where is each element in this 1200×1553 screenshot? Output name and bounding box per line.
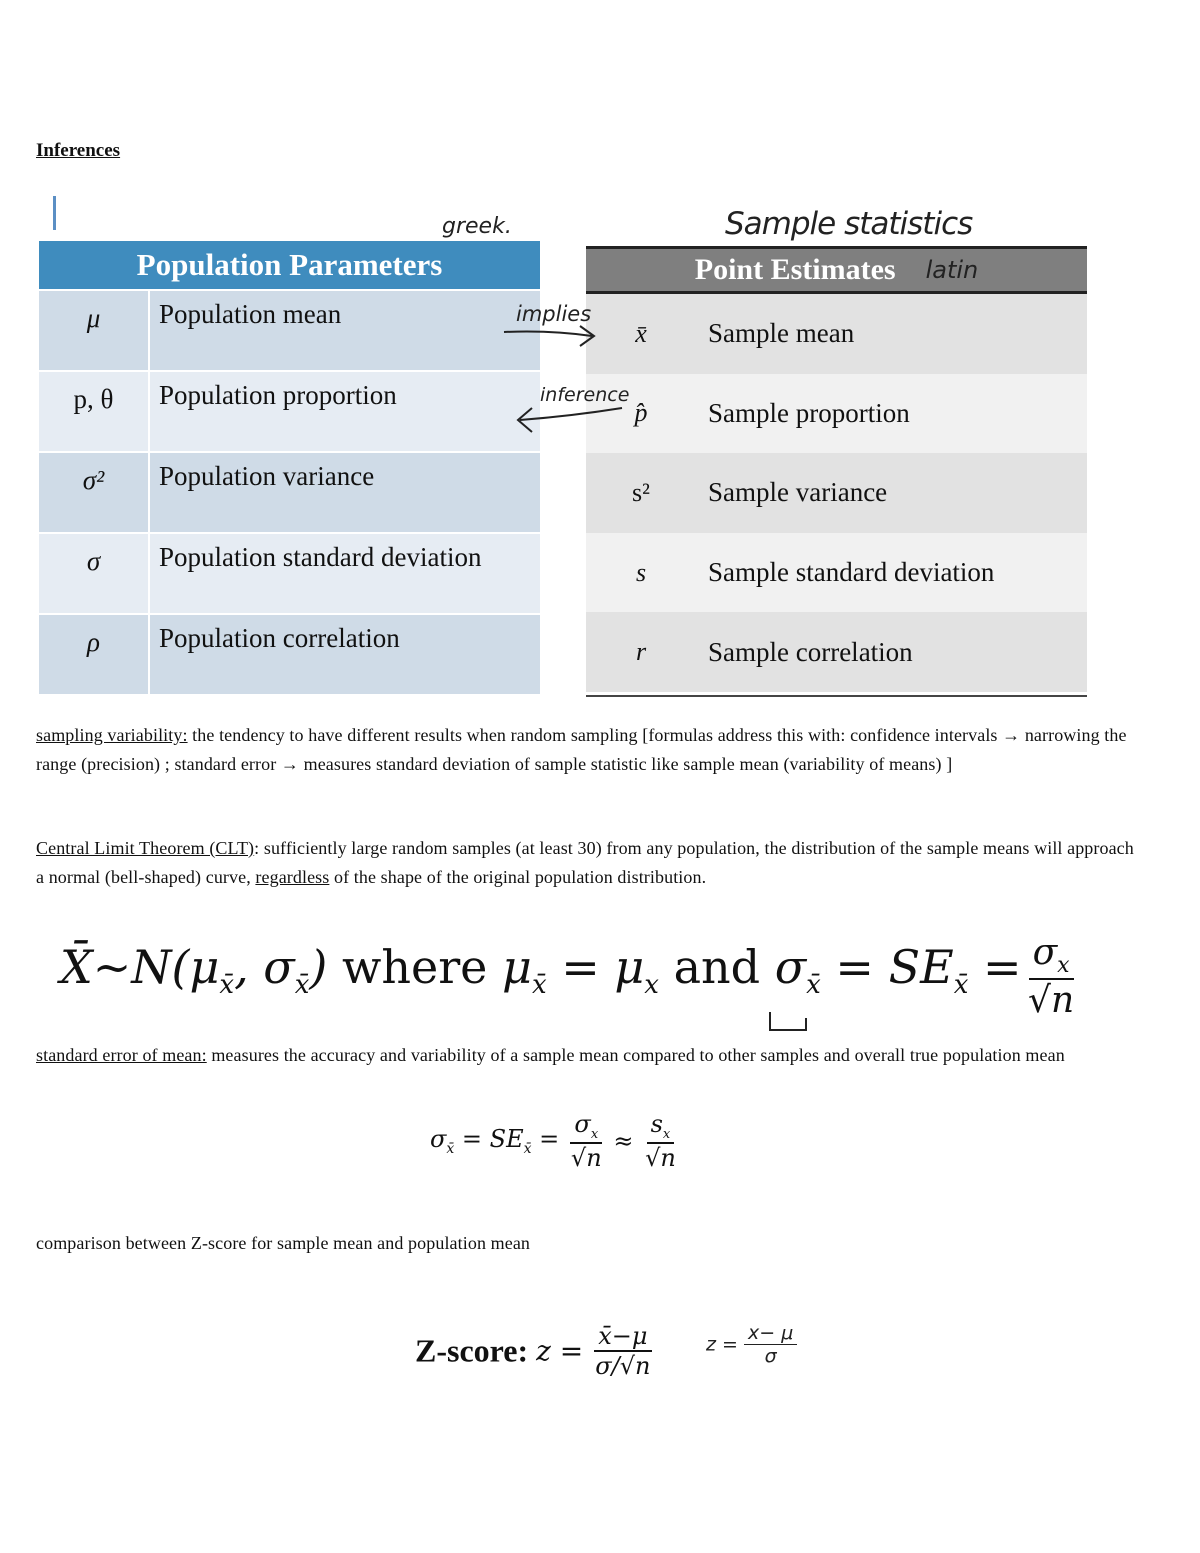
table-row bbox=[586, 533, 1087, 613]
estimate-label: Sample correlation bbox=[708, 636, 913, 667]
population-parameters-table bbox=[39, 241, 540, 688]
estimate-symbol: s bbox=[635, 557, 647, 587]
table-row bbox=[586, 612, 1087, 692]
param-symbol: μ bbox=[39, 291, 150, 370]
handwritten-latin: latin bbox=[925, 256, 979, 284]
standard-error-text: measures the accuracy and variability of a sample mean compared to other samples and overall true population mean bbox=[206, 1045, 1065, 1065]
clt-term: Central Limit Theorem (CLT) bbox=[36, 838, 255, 858]
standard-error-term: standard error of mean: bbox=[36, 1045, 207, 1065]
param-symbol: ρ bbox=[39, 615, 150, 694]
estimate-label: Sample standard deviation bbox=[708, 557, 995, 588]
clt-formula-fraction: $\frac{\sigma_x}{√n}$ bbox=[1028, 932, 1075, 1022]
estimate-label: Sample mean bbox=[708, 318, 855, 349]
param-symbol: p, θ bbox=[39, 372, 150, 451]
standard-error-paragraph bbox=[36, 1041, 1146, 1070]
handwritten-z-note: z = $\frac{x- \mu}{\sigma}$ bbox=[706, 1322, 797, 1367]
clt-text-1: : sufficiently large random samples (at least 30) from any population, the distribution of the sample means will approach a normal (bell-shaped) curve, bbox=[36, 838, 1134, 887]
table-row bbox=[39, 370, 540, 451]
clt-formula-main: $X̄\sim N(\mu_{x̄}$, $\sigma_{x̄}$) where $\mu_{x̄} = \mu_x$ and $\sigma_{x̄} = SE_{x̄}$ = bbox=[60, 940, 1022, 1001]
sampling-variability-term: sampling variability: bbox=[36, 725, 188, 745]
handwritten-implies: implies bbox=[516, 302, 592, 326]
population-table-title: Population Parameters bbox=[39, 241, 540, 289]
handwritten-greek: greek. bbox=[442, 214, 512, 239]
table-row bbox=[586, 294, 1087, 374]
sampling-variability-paragraph bbox=[36, 721, 1146, 778]
handwritten-inference: inference bbox=[540, 384, 630, 406]
table-row bbox=[39, 289, 540, 370]
sampling-variability-text: the tendency to have different results when random sampling [formulas address this with: confidence intervals → narrowing the range (precision) ; standard error → measures standard deviation of sample statistic like sample mean (variability of means) ] bbox=[36, 725, 1127, 774]
param-label: Population mean bbox=[159, 299, 342, 329]
table-row bbox=[39, 613, 540, 694]
z-score-formula: Z-score: z = $\frac{x̄-\mu}{\sigma/√n}$ bbox=[415, 1322, 651, 1380]
estimate-label: Sample proportion bbox=[708, 397, 910, 428]
clt-formula bbox=[60, 932, 1120, 1022]
estimate-label: Sample variance bbox=[708, 477, 888, 508]
table-row bbox=[39, 532, 540, 613]
standard-error-formula: $\sigma_{x̄} = SE_{x̄}$ = $\frac{\sigma_x}{√n}$ ≈ $\frac{s_x}{√n}$ bbox=[430, 1110, 676, 1172]
table-row bbox=[586, 374, 1087, 454]
handwritten-bracket-icon bbox=[766, 1010, 812, 1034]
param-label: Population variance bbox=[159, 461, 375, 491]
estimates-table-title bbox=[586, 246, 1087, 294]
param-label: Population proportion bbox=[159, 380, 397, 410]
param-symbol: σ² bbox=[39, 453, 150, 532]
clt-text-2: of the shape of the original population distribution. bbox=[329, 866, 707, 887]
param-label: Population standard deviation bbox=[159, 542, 482, 572]
table-row bbox=[586, 453, 1087, 533]
param-label: Population correlation bbox=[159, 623, 400, 653]
table-row bbox=[39, 451, 540, 532]
comparison-text: comparison between Z-score for sample mean and population mean bbox=[36, 1233, 531, 1253]
param-symbol: σ bbox=[39, 534, 150, 613]
estimate-symbol: r bbox=[635, 637, 647, 667]
estimate-symbol: s² bbox=[632, 477, 650, 507]
handwritten-sample-statistics: Sample statistics bbox=[725, 206, 973, 242]
page-heading: Inferences bbox=[36, 140, 121, 161]
point-estimates-table bbox=[586, 246, 1087, 697]
inference-arrow-icon bbox=[512, 400, 632, 436]
implies-arrow-icon bbox=[500, 322, 600, 352]
z-score-label: Z-score: bbox=[415, 1332, 529, 1369]
clt-regardless: regardless bbox=[255, 866, 330, 887]
estimate-symbol: p̂ bbox=[634, 398, 648, 428]
estimate-symbol: x̄ bbox=[635, 318, 647, 348]
clt-paragraph bbox=[36, 834, 1146, 891]
estimates-title-text: Point Estimates bbox=[694, 253, 896, 286]
text-cursor bbox=[53, 196, 56, 230]
